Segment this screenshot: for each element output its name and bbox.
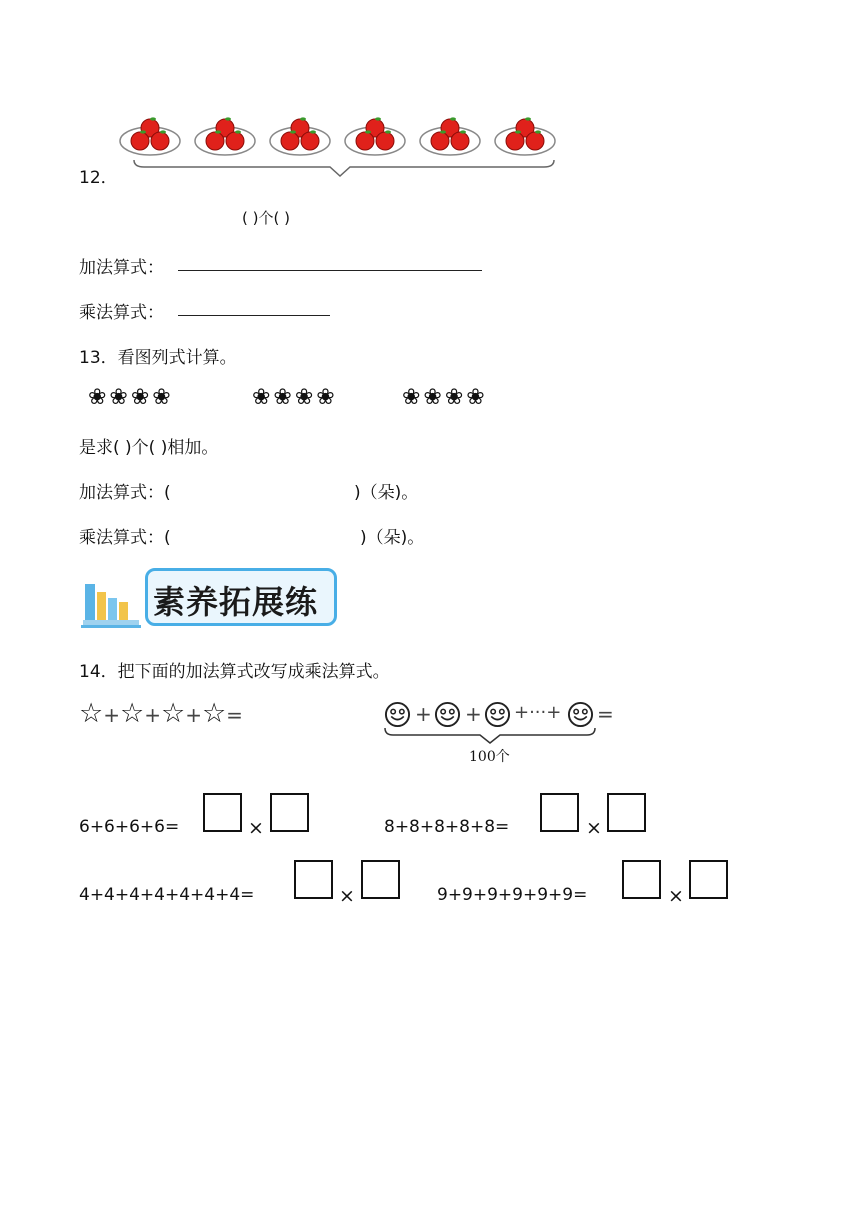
answer-box[interactable] — [203, 793, 242, 832]
times-sign: × — [586, 817, 602, 839]
star-icon: ☆ — [201, 698, 227, 729]
apple-icon — [206, 132, 224, 150]
answer-box[interactable] — [540, 793, 579, 832]
q13-addition-close: )（朵)。 — [354, 483, 419, 503]
q13-addition-label: 加法算式：( — [79, 483, 171, 503]
answer-box[interactable] — [607, 793, 646, 832]
apple-leaf — [535, 130, 541, 133]
smiley-face-icon — [567, 701, 594, 728]
plus-sign: + — [185, 703, 202, 727]
brace-label: 100个 — [469, 749, 510, 765]
apple-leaf — [140, 130, 146, 133]
star-icon: ☆ — [119, 698, 145, 729]
smiley-face-icon — [384, 701, 411, 728]
q12-fill-blank-line: ( )个( ) — [242, 209, 290, 227]
equals-sign: = — [226, 703, 243, 727]
answer-box[interactable] — [270, 793, 309, 832]
equation-8: 8+8+8+8+8= — [384, 817, 510, 837]
q12-multiplication-answer-line[interactable] — [178, 315, 330, 316]
q12-addition-label: 加法算式： — [79, 258, 164, 278]
apple-icon — [226, 132, 244, 150]
smiley-face-icon — [434, 701, 461, 728]
answer-box[interactable] — [361, 860, 400, 899]
apple-leaf — [215, 130, 221, 133]
apple-leaf — [375, 117, 381, 120]
apple-icon — [506, 132, 524, 150]
section-banner — [79, 566, 341, 632]
times-sign: × — [339, 885, 355, 907]
apple-icon — [451, 132, 469, 150]
apple-icon — [526, 132, 544, 150]
apple-icon — [301, 132, 319, 150]
apple-leaf — [460, 130, 466, 133]
smiley-face-icon — [484, 701, 511, 728]
apple-leaf — [310, 130, 316, 133]
answer-box[interactable] — [689, 860, 728, 899]
question-14-title: 14．把下面的加法算式改写成乘法算式。 — [79, 662, 390, 682]
apple-icon — [431, 132, 449, 150]
flower-group-2: ❀❀❀❀ — [252, 385, 338, 410]
apple-leaf — [150, 117, 156, 120]
equation-6: 6+6+6+6= — [79, 817, 180, 837]
apple-leaf — [525, 117, 531, 120]
q13-multiplication-close: )（朵)。 — [360, 528, 425, 548]
star-icon: ☆ — [79, 698, 104, 729]
apple-plates-illustration — [116, 112, 561, 182]
apple-icon — [356, 132, 374, 150]
apple-leaf — [300, 117, 306, 120]
brace-under-plates — [134, 160, 554, 176]
answer-box[interactable] — [294, 860, 333, 899]
plus-sign: + — [415, 702, 432, 726]
flower-group-1: ❀❀❀❀ — [88, 385, 174, 410]
apple-leaf — [365, 130, 371, 133]
plus-sign: + — [144, 703, 161, 727]
equals-sign: = — [597, 702, 614, 726]
times-sign: × — [668, 885, 684, 907]
book-stack-icon — [79, 570, 143, 632]
apple-leaf — [450, 117, 456, 120]
answer-box[interactable] — [622, 860, 661, 899]
q13-question-line: 是求( )个( )相加。 — [79, 438, 219, 458]
brace-100 — [383, 726, 597, 746]
q13-multiplication-label: 乘法算式：( — [79, 528, 171, 548]
question-12-number: 12． — [79, 168, 118, 188]
apple-leaf — [225, 117, 231, 120]
equation-4: 4+4+4+4+4+4+4= — [79, 885, 255, 905]
plus-sign: + — [103, 703, 120, 727]
apple-icon — [376, 132, 394, 150]
apple-icon — [281, 132, 299, 150]
apple-leaf — [385, 130, 391, 133]
star-expression — [79, 700, 243, 727]
flower-group-3: ❀❀❀❀ — [402, 385, 488, 410]
ellipsis-plus: +···+ — [514, 702, 562, 723]
star-icon: ☆ — [160, 698, 186, 729]
banner-title: 素养拓展练 — [153, 583, 319, 621]
equation-9: 9+9+9+9+9+9= — [437, 885, 588, 905]
apple-leaf — [515, 130, 521, 133]
q12-multiplication-label: 乘法算式： — [79, 303, 164, 323]
times-sign: × — [248, 817, 264, 839]
apple-icon — [151, 132, 169, 150]
apple-leaf — [235, 130, 241, 133]
plus-sign: + — [465, 702, 482, 726]
apple-leaf — [290, 130, 296, 133]
question-13-title: 13．看图列式计算。 — [79, 348, 237, 368]
apple-icon — [131, 132, 149, 150]
apple-leaf — [440, 130, 446, 133]
apple-leaf — [160, 130, 166, 133]
q12-addition-answer-line[interactable] — [178, 270, 482, 271]
